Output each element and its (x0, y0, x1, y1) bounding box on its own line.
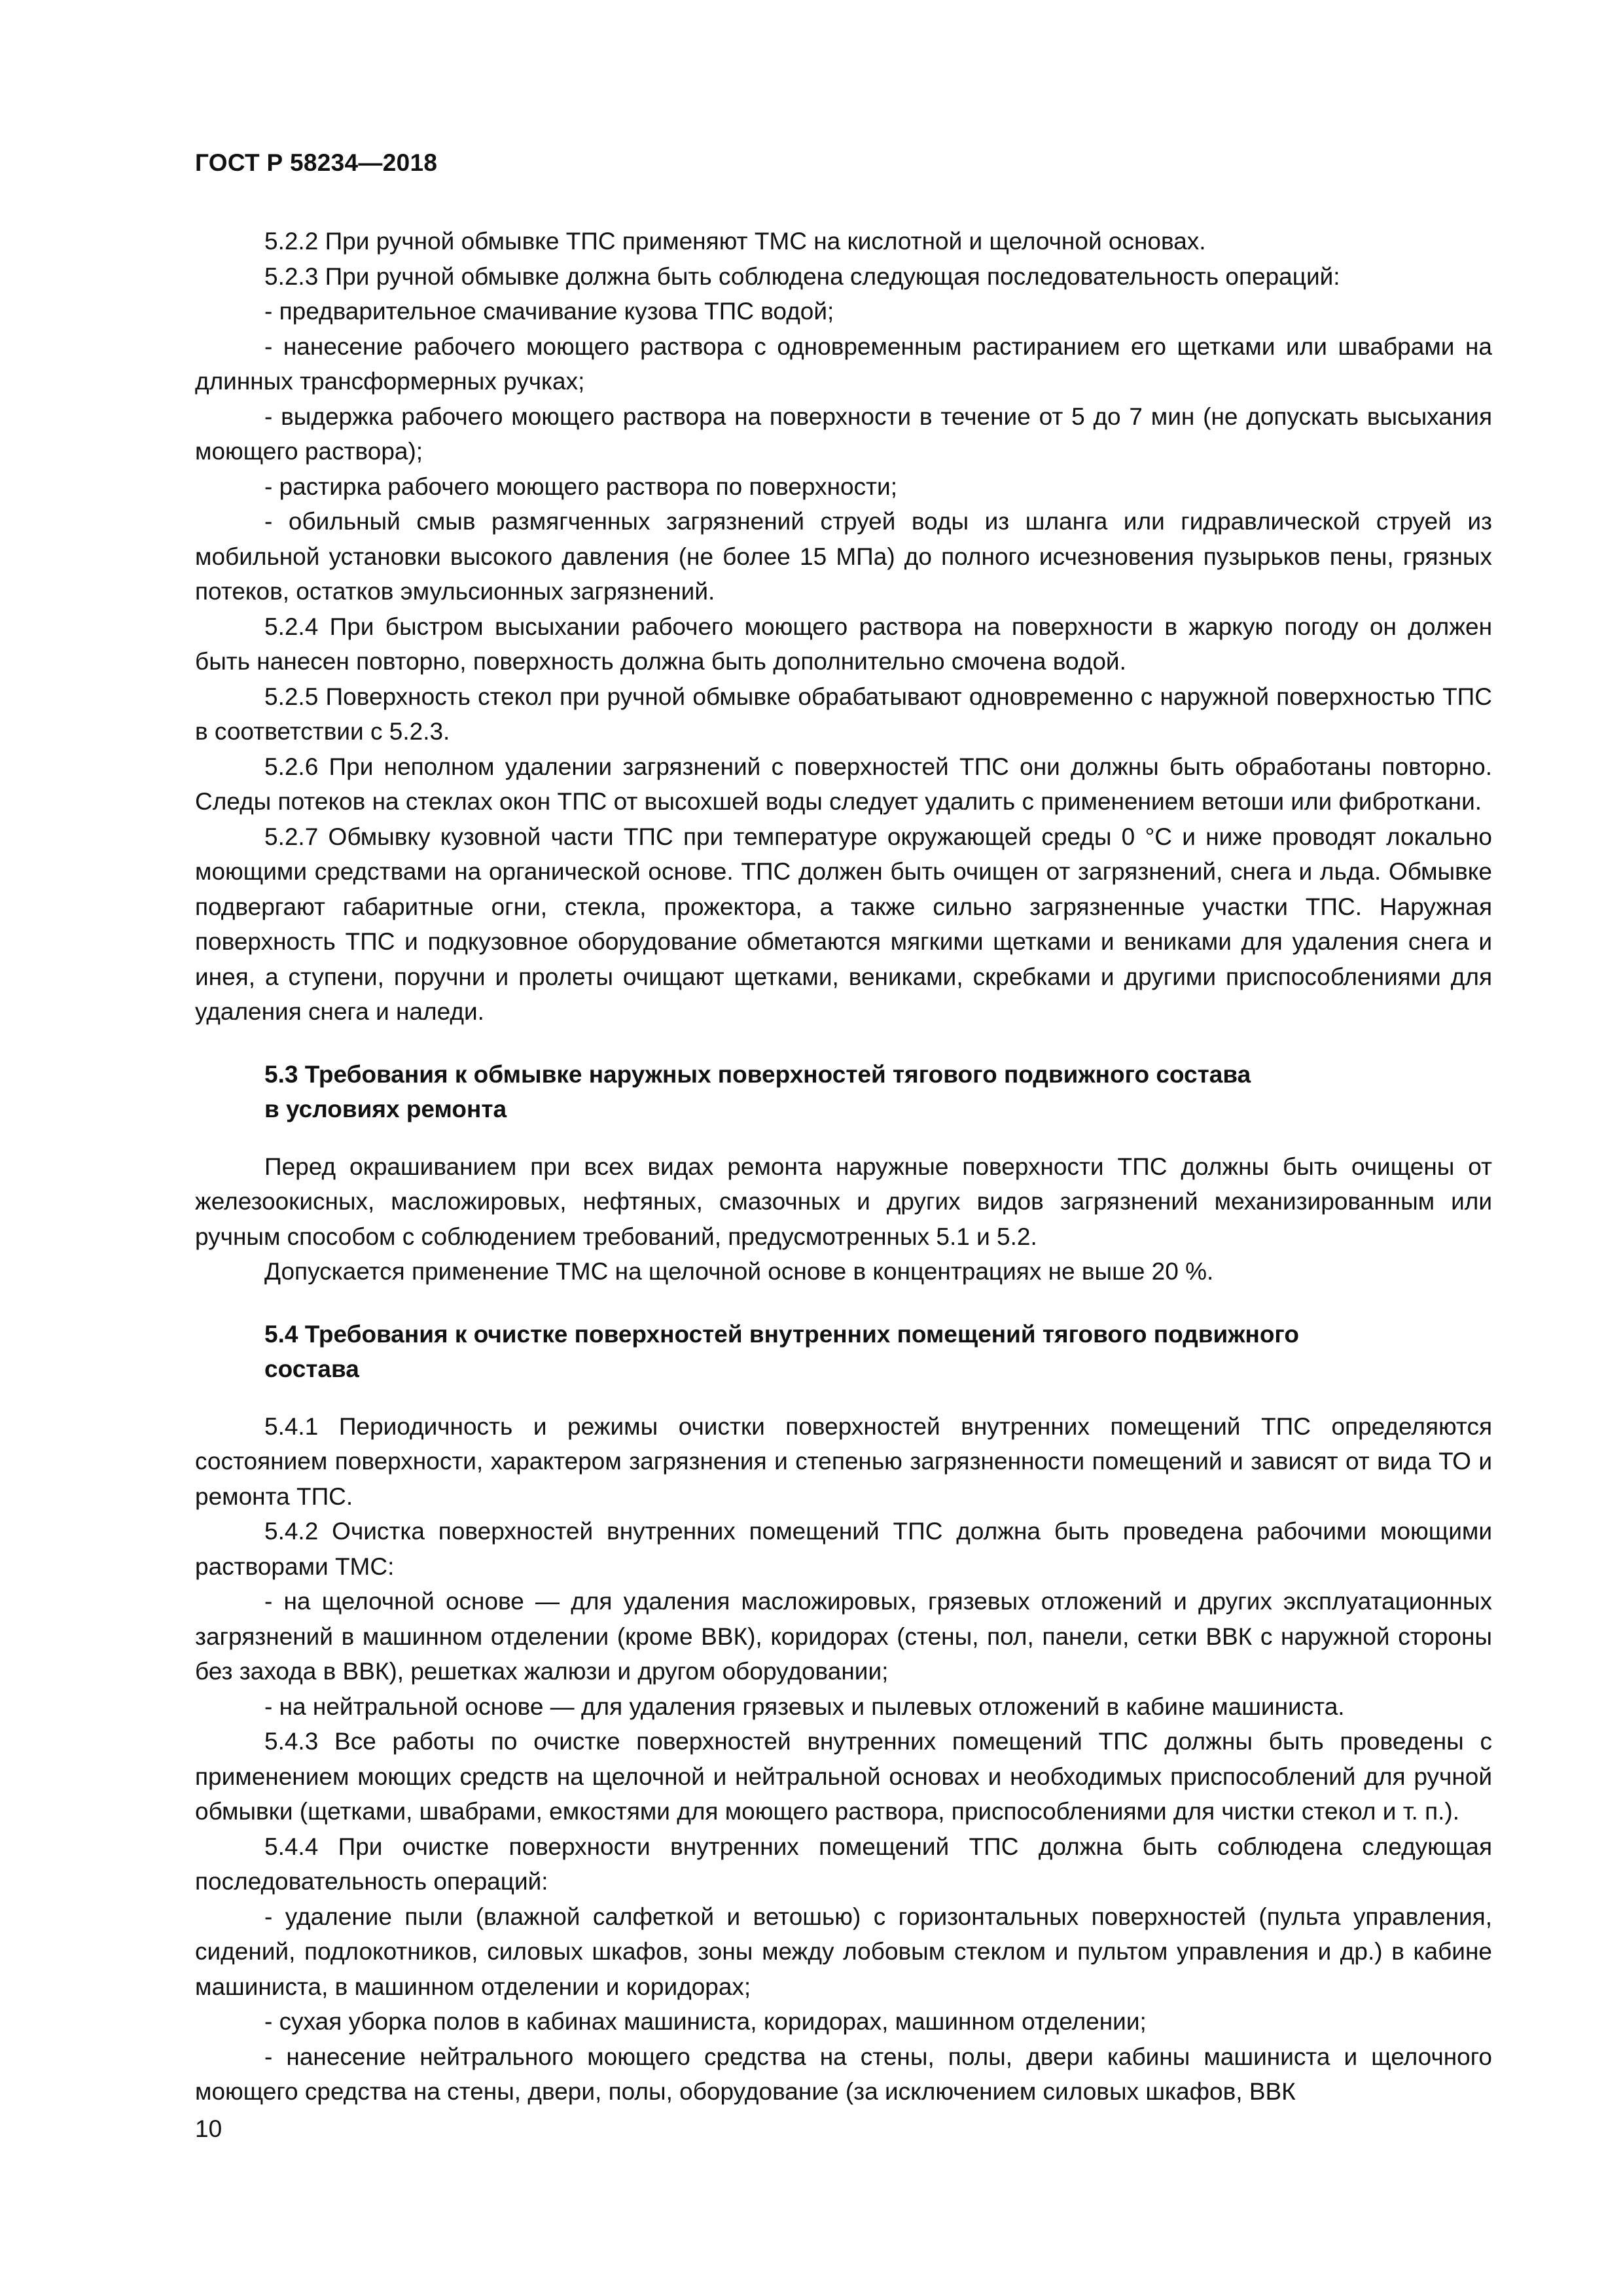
paragraph-5-4-4: 5.4.4 При очистке поверхности внутренних помещений ТПС должна быть соблюдена следующая последовательность операций: (195, 1833, 1492, 1895)
paragraph-5-4-2: 5.4.2 Очистка поверхностей внутренних помещений ТПС должна быть проведена рабочими моющими растворами ТМС: (195, 1518, 1492, 1580)
list-item: - растирка рабочего моющего раствора по поверхности; (264, 473, 897, 500)
list-item: - обильный смыв размягченных загрязнений струей воды из шланга или гидравлической струей из мобильной установки высокого давления (не более 15 МПа) до полного исчезновения пузырьков пены, грязных потеков, остатков эмульсионных загрязнений. (195, 508, 1492, 605)
list-item: - выдержка рабочего моющего раствора на поверхности в течение от 5 до 7 мин (не допускать высыхания моющего раствора); (195, 403, 1492, 465)
list-item: - на щелочной основе — для удаления масложировых, грязевых отложений и других эксплуатационных загрязнений в машинном отделении (кроме ВВК), коридорах (стены, пол, панели, сетки ВВК с наружной стороны без захода в ВВК), решетках жалюзи и другом оборудовании; (195, 1588, 1492, 1685)
list-item: - на нейтральной основе — для удаления грязевых и пылевых отложений в кабине машиниста. (264, 1693, 1345, 1720)
list-item: - сухая уборка полов в кабинах машиниста, коридорах, машинном отделении; (264, 2008, 1147, 2035)
list-item: - нанесение нейтрального моющего средства на стены, полы, двери кабины машиниста и щелочного моющего средства на стены, двери, полы, оборудование (за исключением силовых шкафов, ВВК (195, 2043, 1492, 2105)
paragraph-5-3-a: Перед окрашиванием при всех видах ремонта наружные поверхности ТПС должны быть очищены от железоокисных, масложировых, нефтяных, смазочных и других видов загрязнений механизированным или ручным способом с соблюдением требований, предусмотренных 5.1 и 5.2. (195, 1153, 1492, 1250)
heading-line: в условиях ремонта (264, 1096, 507, 1122)
heading-line: 5.4 Требования к очистке поверхностей внутренних помещений тягового подвижного (264, 1320, 1299, 1348)
document-body (195, 224, 1492, 2109)
paragraph-5-2-3: 5.2.3 При ручной обмывке должна быть соблюдена следующая последовательность операций: (264, 262, 1340, 290)
standard-code-header: ГОСТ Р 58234—2018 (195, 149, 438, 176)
list-item: - предварительное смачивание кузова ТПС водой; (264, 298, 834, 325)
heading-line: состава (264, 1355, 359, 1382)
section-heading-5-4 (195, 1317, 1492, 1387)
paragraph-5-2-2: 5.2.2 При ручной обмывке ТПС применяют ТМС на кислотной и щелочной основах. (264, 228, 1206, 255)
page-number: 10 (195, 2115, 223, 2142)
paragraph-5-3-b: Допускается применение ТМС на щелочной основе в концентрациях не выше 20 %. (264, 1258, 1214, 1285)
paragraph-5-2-5: 5.2.5 Поверхность стекол при ручной обмывке обрабатывают одновременно с наружной поверхностью ТПС в соответствии с 5.2.3. (195, 683, 1492, 745)
paragraph-5-4-1: 5.4.1 Периодичность и режимы очистки поверхностей внутренних помещений ТПС определяются состоянием поверхности, характером загрязнения и степенью загрязненности помещений и зависят от вида ТО и ремонта ТПС. (195, 1412, 1492, 1510)
paragraph-5-4-3: 5.4.3 Все работы по очистке поверхностей внутренних помещений ТПС должны быть проведены с применением моющих средств на щелочной и нейтральной основах и необходимых приспособлений для ручной обмывки (щетками, швабрами, емкостями для моющего раствора, приспособлениями для чистки стекол и т. п.). (195, 1728, 1492, 1825)
section-heading-5-3 (195, 1057, 1492, 1127)
paragraph-5-2-7: 5.2.7 Обмывку кузовной части ТПС при температуре окружающей среды 0 °С и ниже проводят локально моющими средствами на органической основе. ТПС должен быть очищен от загрязнений, снега и льда. Обмывке подвергают габаритные огни, стекла, прожектора, а также сильно загрязненные участки ТПС. Наружная поверхность ТПС и подкузовное оборудование обметаются мягкими щетками и вениками для удаления снега и инея, а ступени, поручни и пролеты очищают щетками, вениками, скребками и другими приспособлениями для удаления снега и наледи. (195, 823, 1492, 1025)
list-item: - удаление пыли (влажной салфеткой и ветошью) с горизонтальных поверхностей (пульта управления, сидений, подлокотников, силовых шкафов, зоны между лобовым стеклом и пультом управления и др.) в кабине машиниста, в машинном отделении и коридорах; (195, 1903, 1492, 2000)
paragraph-5-2-6: 5.2.6 При неполном удалении загрязнений с поверхностей ТПС они должны быть обработаны повторно. Следы потеков на стеклах окон ТПС от высохшей воды следует удалить с применением ветоши или фиброткани. (195, 753, 1492, 815)
list-item: - нанесение рабочего моющего раствора с одновременным растиранием его щетками или швабрами на длинных трансформерных ручках; (195, 332, 1492, 395)
paragraph-5-2-4: 5.2.4 При быстром высыхании рабочего моющего раствора на поверхности в жаркую погоду он должен быть нанесен повторно, поверхность должна быть дополнительно смочена водой. (195, 613, 1492, 675)
heading-line: 5.3 Требования к обмывке наружных поверхностей тягового подвижного состава (264, 1060, 1251, 1088)
